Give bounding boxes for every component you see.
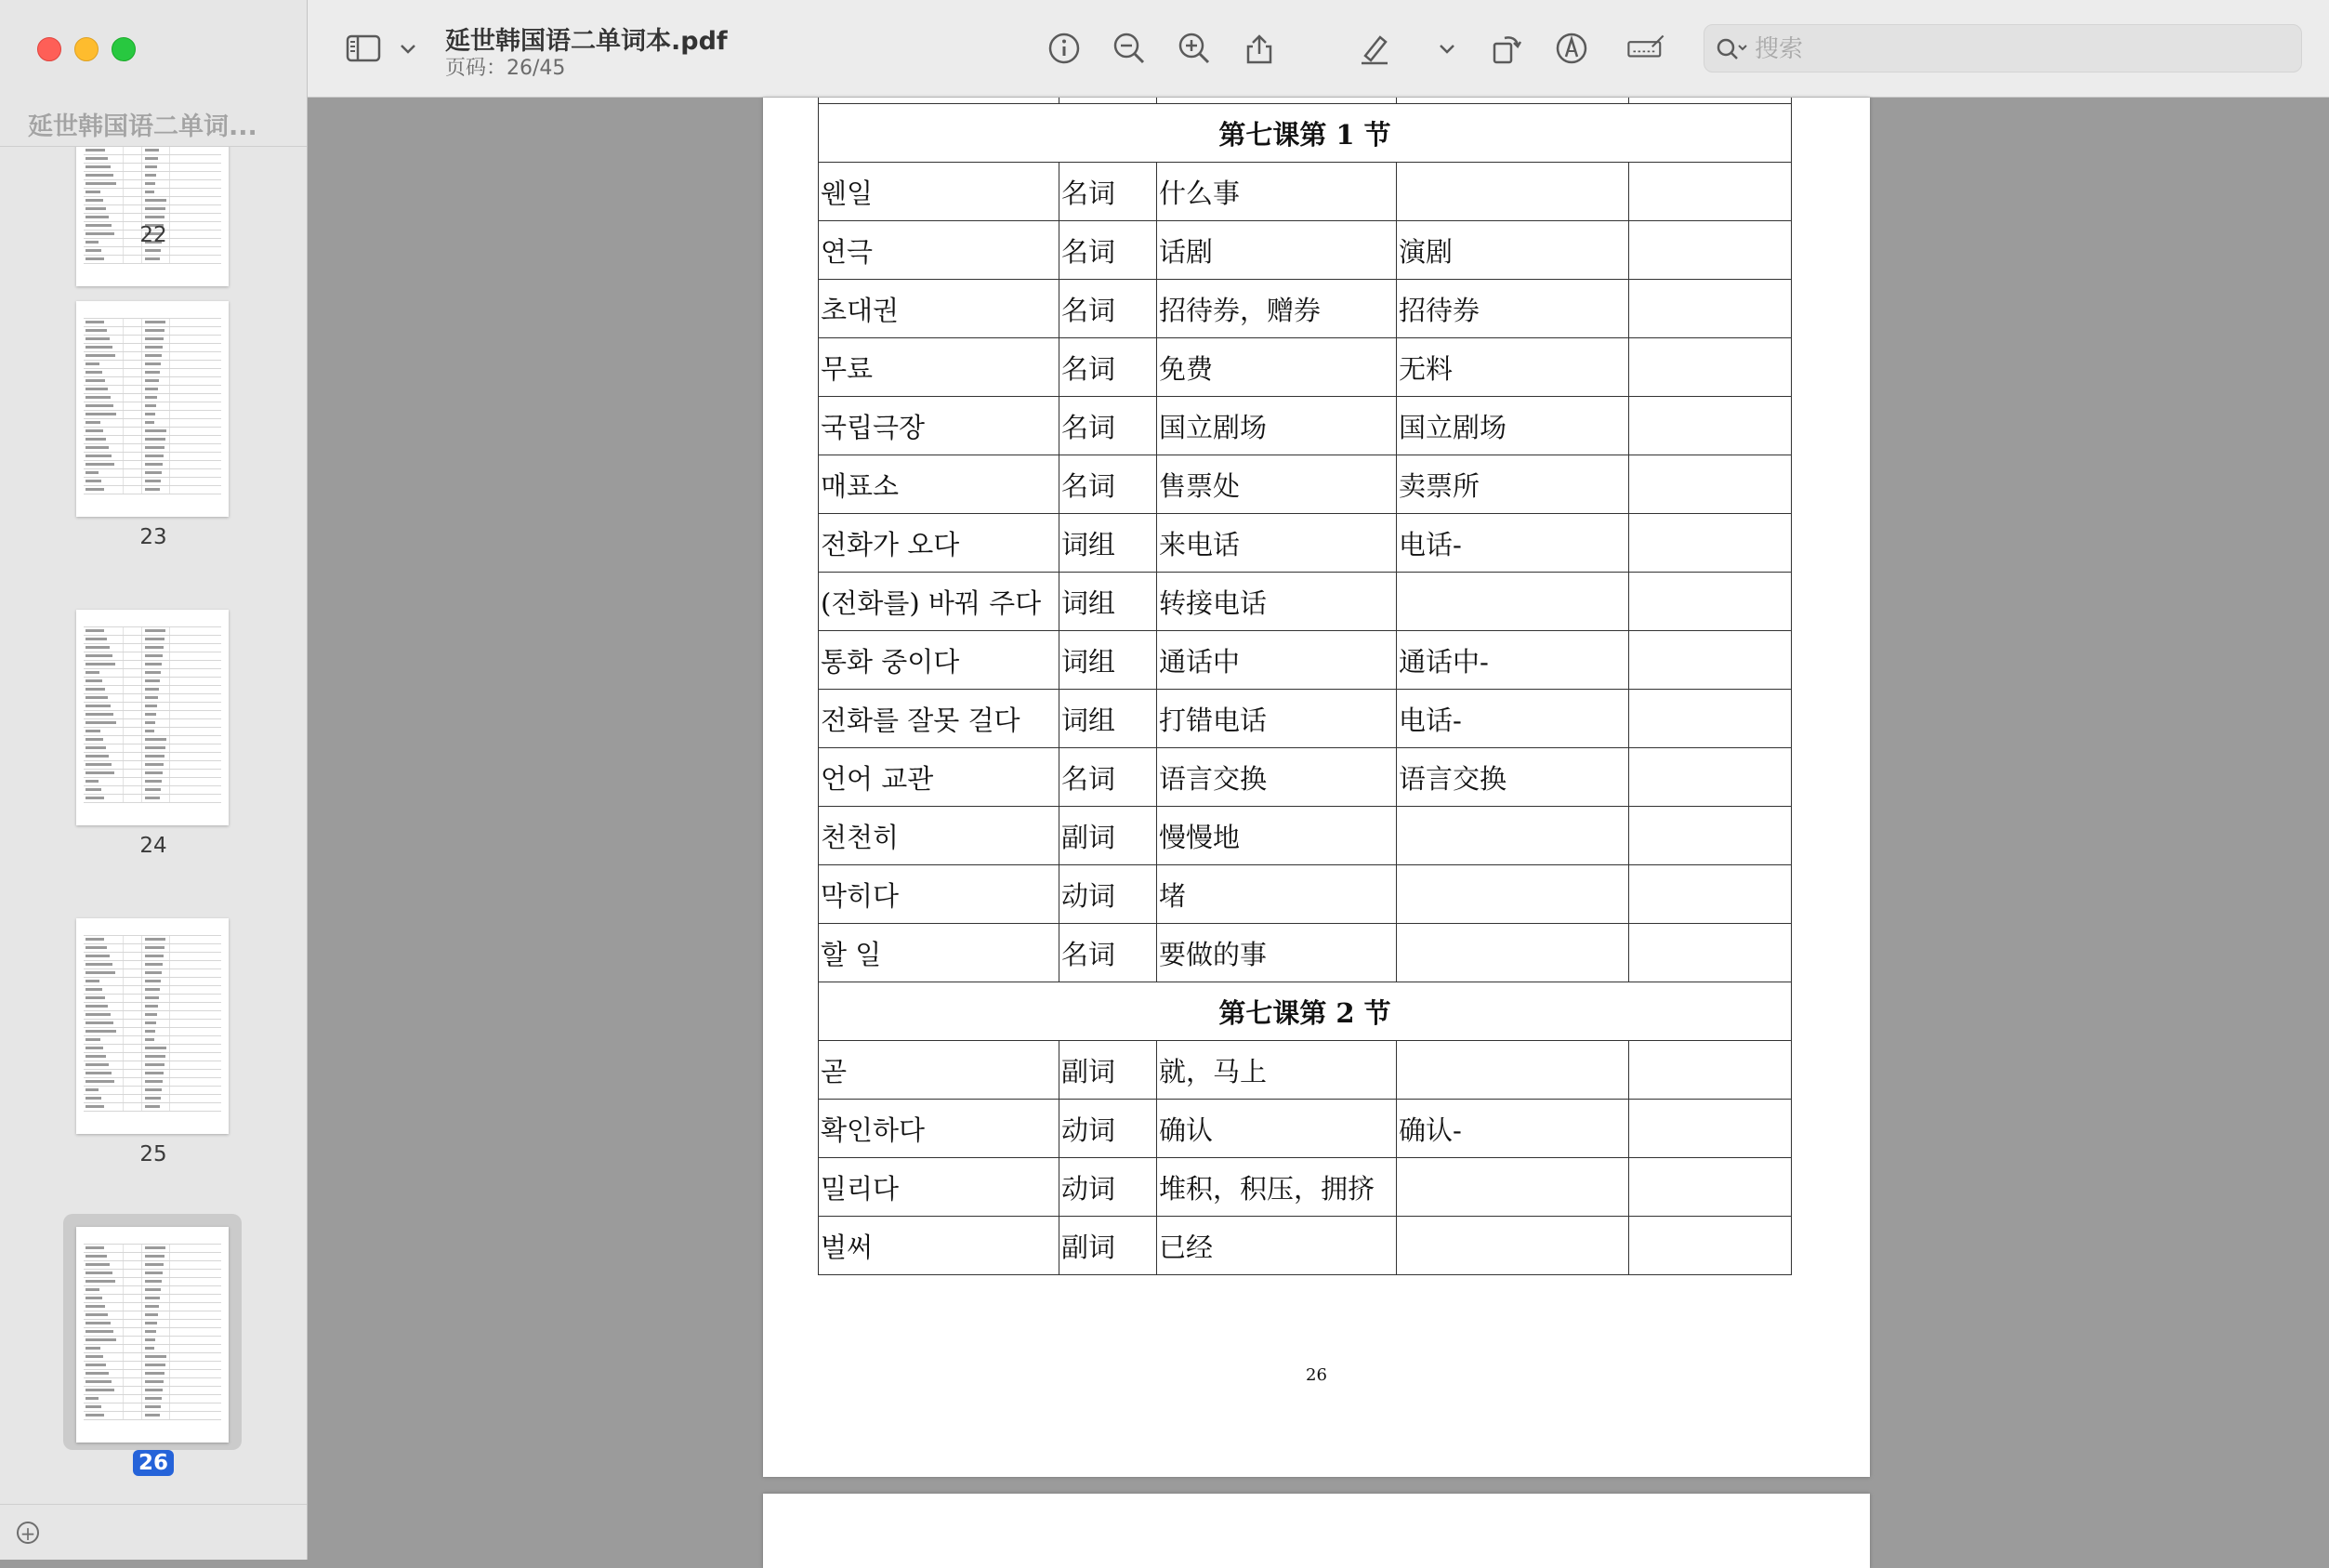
notes-cell	[1629, 807, 1792, 865]
notes-cell	[1629, 1158, 1792, 1217]
meaning-cell: 话剧	[1157, 221, 1397, 280]
part-of-speech-cell: 词组	[1059, 690, 1157, 748]
hanja-cell	[1397, 924, 1629, 982]
meaning-cell: 售票处	[1157, 455, 1397, 514]
notes-cell	[1629, 748, 1792, 807]
page-indicator: 页码：26/45	[445, 57, 566, 80]
chevron-down-icon[interactable]	[1427, 28, 1451, 69]
korean-word-cell: 벌써	[819, 1217, 1059, 1275]
thumbnail-image	[76, 1227, 229, 1443]
table-row	[819, 573, 1792, 631]
table-row	[819, 865, 1792, 924]
korean-word-cell: 곧	[819, 1041, 1059, 1100]
part-of-speech-cell: 名词	[1059, 397, 1157, 455]
meaning-cell: 已经	[1157, 1217, 1397, 1275]
sidebar-title: 延世韩国语二单词...	[28, 112, 257, 141]
notes-cell	[1629, 631, 1792, 690]
next-pdf-page	[763, 1494, 1870, 1568]
part-of-speech-cell: 副词	[1059, 1217, 1157, 1275]
korean-word-cell: 웬일	[819, 163, 1059, 221]
page-thumbnail[interactable]	[63, 1214, 242, 1450]
hanja-cell: 通话中-	[1397, 631, 1629, 690]
hanja-cell	[1397, 573, 1629, 631]
section-heading: 第七课第 2 节	[819, 982, 1792, 1041]
notes-cell	[1629, 221, 1792, 280]
part-of-speech-cell: 名词	[1059, 338, 1157, 397]
markup-icon[interactable]	[1551, 28, 1592, 69]
meaning-cell: 什么事	[1157, 163, 1397, 221]
korean-word-cell: 막히다	[819, 865, 1059, 924]
korean-word-cell: 매표소	[819, 455, 1059, 514]
part-of-speech-cell: 名词	[1059, 748, 1157, 807]
notes-cell	[1629, 924, 1792, 982]
hanja-cell: 国立剧场	[1397, 397, 1629, 455]
table-row	[819, 690, 1792, 748]
pdf-page	[763, 98, 1870, 1477]
signature-icon[interactable]	[1625, 28, 1674, 69]
korean-word-cell: (전화를) 바꿔 주다	[819, 573, 1059, 631]
table-row	[819, 924, 1792, 982]
hanja-cell: 确认-	[1397, 1100, 1629, 1158]
hanja-cell	[1397, 163, 1629, 221]
notes-cell	[1629, 1100, 1792, 1158]
close-window-button[interactable]	[37, 37, 61, 61]
hanja-cell	[1397, 807, 1629, 865]
part-of-speech-cell: 词组	[1059, 631, 1157, 690]
meaning-cell: 免费	[1157, 338, 1397, 397]
notes-cell	[1629, 280, 1792, 338]
korean-word-cell: 통화 중이다	[819, 631, 1059, 690]
part-of-speech-cell: 副词	[1059, 1041, 1157, 1100]
share-icon[interactable]	[1239, 28, 1280, 69]
page-thumbnail[interactable]	[63, 905, 242, 1141]
section-heading-row	[819, 982, 1792, 1041]
page-thumbnail[interactable]	[63, 288, 242, 524]
table-row	[819, 455, 1792, 514]
thumbnail-page-number: 24	[139, 834, 167, 858]
table-row	[819, 748, 1792, 807]
chevron-down-icon[interactable]	[388, 28, 412, 69]
thumbnail-page-number: 22	[139, 223, 167, 247]
korean-word-cell: 밀리다	[819, 1158, 1059, 1217]
notes-cell	[1629, 865, 1792, 924]
sidebar-toggle-icon[interactable]	[343, 28, 384, 69]
minimize-window-button[interactable]	[74, 37, 99, 61]
thumbnail-image	[76, 918, 229, 1134]
notes-cell	[1629, 514, 1792, 573]
notes-cell	[1629, 163, 1792, 221]
section-heading-row	[819, 104, 1792, 163]
part-of-speech-cell: 动词	[1059, 1100, 1157, 1158]
meaning-cell: 确认	[1157, 1100, 1397, 1158]
info-icon[interactable]	[1044, 28, 1085, 69]
zoom-out-icon[interactable]	[1109, 28, 1150, 69]
hanja-cell: 招待券	[1397, 280, 1629, 338]
meaning-cell: 就，马上	[1157, 1041, 1397, 1100]
hanja-cell: 卖票所	[1397, 455, 1629, 514]
part-of-speech-cell: 动词	[1059, 865, 1157, 924]
notes-cell	[1629, 690, 1792, 748]
table-row	[819, 1217, 1792, 1275]
korean-word-cell: 전화가 오다	[819, 514, 1059, 573]
search-field[interactable]	[1704, 24, 2302, 72]
table-row	[819, 807, 1792, 865]
korean-word-cell: 무료	[819, 338, 1059, 397]
thumbnail-page-number: 25	[139, 1142, 167, 1166]
korean-word-cell: 연극	[819, 221, 1059, 280]
meaning-cell: 堵	[1157, 865, 1397, 924]
hanja-cell: 电话-	[1397, 690, 1629, 748]
korean-word-cell: 확인하다	[819, 1100, 1059, 1158]
notes-cell	[1629, 573, 1792, 631]
vocabulary-table	[818, 98, 1792, 1275]
hanja-cell: 无料	[1397, 338, 1629, 397]
zoom-in-icon[interactable]	[1174, 28, 1215, 69]
part-of-speech-cell: 名词	[1059, 221, 1157, 280]
table-row	[819, 338, 1792, 397]
meaning-cell: 慢慢地	[1157, 807, 1397, 865]
thumbnail-page-number: 23	[139, 525, 167, 549]
page-number: 26	[1306, 1365, 1327, 1385]
maximize-window-button[interactable]	[112, 37, 136, 61]
korean-word-cell: 할 일	[819, 924, 1059, 982]
rotate-icon[interactable]	[1486, 28, 1527, 69]
meaning-cell: 通话中	[1157, 631, 1397, 690]
meaning-cell: 转接电话	[1157, 573, 1397, 631]
document-title: 延世韩国语二单词本.pdf	[445, 27, 728, 56]
notes-cell	[1629, 1041, 1792, 1100]
part-of-speech-cell: 副词	[1059, 807, 1157, 865]
page-thumbnail[interactable]	[63, 147, 242, 294]
meaning-cell: 要做的事	[1157, 924, 1397, 982]
meaning-cell: 堆积，积压，拥挤	[1157, 1158, 1397, 1217]
page-thumbnail[interactable]	[63, 597, 242, 833]
table-row	[819, 280, 1792, 338]
part-of-speech-cell: 名词	[1059, 924, 1157, 982]
highlighter-icon[interactable]	[1354, 28, 1395, 69]
part-of-speech-cell: 词组	[1059, 573, 1157, 631]
korean-word-cell: 초대권	[819, 280, 1059, 338]
notes-cell	[1629, 455, 1792, 514]
search-input[interactable]	[1753, 31, 2277, 68]
notes-cell	[1629, 338, 1792, 397]
notes-cell	[1629, 397, 1792, 455]
hanja-cell: 语言交换	[1397, 748, 1629, 807]
table-row	[819, 514, 1792, 573]
part-of-speech-cell: 名词	[1059, 280, 1157, 338]
thumbnail-list[interactable]	[0, 147, 307, 1504]
sidebar	[0, 0, 308, 1560]
meaning-cell: 打错电话	[1157, 690, 1397, 748]
korean-word-cell: 천천히	[819, 807, 1059, 865]
part-of-speech-cell: 动词	[1059, 1158, 1157, 1217]
meaning-cell: 招待券，赠券	[1157, 280, 1397, 338]
section-heading: 第七课第 1 节	[819, 104, 1792, 163]
table-row	[819, 1041, 1792, 1100]
add-icon[interactable]: +	[17, 1522, 39, 1544]
thumbnail-image	[76, 301, 229, 517]
part-of-speech-cell: 名词	[1059, 163, 1157, 221]
table-row	[819, 1100, 1792, 1158]
thumbnail-image	[76, 610, 229, 825]
hanja-cell: 电话-	[1397, 514, 1629, 573]
table-row	[819, 1158, 1792, 1217]
meaning-cell: 国立剧场	[1157, 397, 1397, 455]
korean-word-cell: 전화를 잘못 걸다	[819, 690, 1059, 748]
table-row	[819, 163, 1792, 221]
notes-cell	[1629, 1217, 1792, 1275]
hanja-cell	[1397, 1158, 1629, 1217]
meaning-cell: 来电话	[1157, 514, 1397, 573]
korean-word-cell: 국립극장	[819, 397, 1059, 455]
sidebar-footer	[0, 1504, 307, 1561]
part-of-speech-cell: 名词	[1059, 455, 1157, 514]
hanja-cell	[1397, 1217, 1629, 1275]
korean-word-cell: 언어 교관	[819, 748, 1059, 807]
toolbar	[308, 0, 2329, 98]
hanja-cell	[1397, 1041, 1629, 1100]
hanja-cell: 演剧	[1397, 221, 1629, 280]
thumbnail-image	[76, 147, 229, 286]
search-icon[interactable]	[1714, 34, 1751, 64]
hanja-cell	[1397, 865, 1629, 924]
table-row	[819, 631, 1792, 690]
thumbnail-page-number: 26	[0, 1451, 307, 1475]
meaning-cell: 语言交换	[1157, 748, 1397, 807]
table-row	[819, 221, 1792, 280]
part-of-speech-cell: 词组	[1059, 514, 1157, 573]
table-row	[819, 397, 1792, 455]
